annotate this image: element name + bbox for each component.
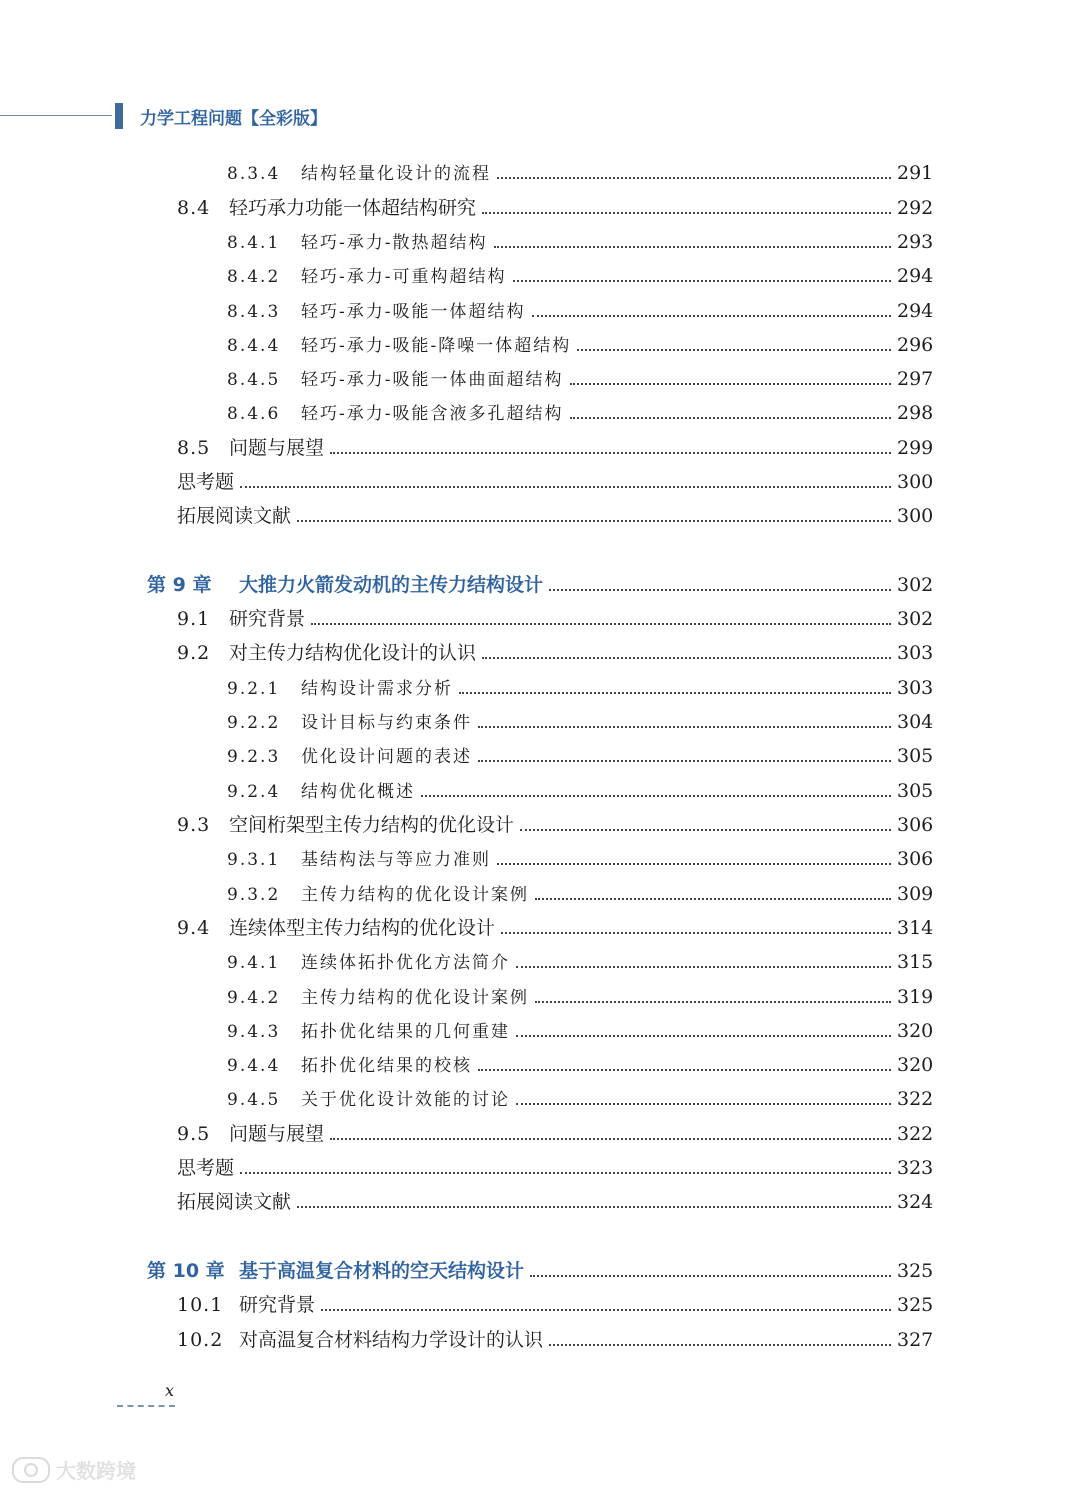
toc-entry-number: 9.2.1	[227, 679, 281, 699]
toc-entry-title: 拓展阅读文献	[177, 505, 292, 527]
toc-dot-leader	[513, 279, 892, 282]
toc-dot-leader	[532, 314, 892, 317]
running-header-title: 力学工程问题【全彩版】	[140, 109, 327, 129]
toc-entry-number: 9.4.1	[227, 953, 281, 973]
toc-entry-title: 拓扑优化结果的几何重建	[301, 1022, 510, 1042]
toc-entry	[177, 810, 933, 840]
toc-dot-leader	[577, 348, 891, 351]
toc-dot-leader	[549, 588, 891, 591]
toc-entry-page: 300	[897, 471, 934, 493]
toc-entry-title: 关于优化设计效能的讨论	[301, 1090, 510, 1110]
toc-entry	[227, 776, 933, 806]
toc-entry-title: 优化设计问题的表述	[301, 747, 472, 767]
toc-dot-leader	[297, 519, 891, 522]
toc-entry-page: 324	[897, 1191, 934, 1213]
toc-dot-leader	[497, 176, 891, 179]
page-number: x	[165, 1381, 175, 1400]
header-accent-bar	[115, 103, 123, 129]
toc-entry-number: 9.4.2	[227, 988, 281, 1008]
toc-entry-title: 轻巧-承力-吸能一体曲面超结构	[301, 370, 564, 390]
toc-entry-page: 306	[897, 848, 934, 870]
toc-entry-number: 8.4.6	[227, 404, 281, 424]
toc-entry	[177, 1325, 933, 1355]
toc-entry	[227, 1050, 933, 1080]
toc-entry-number: 9.2	[177, 642, 211, 664]
toc-entry-title: 轻巧-承力-可重构超结构	[301, 267, 507, 287]
toc-entry-title: 思考题	[177, 471, 235, 493]
toc-entry-number: 10.2	[177, 1329, 224, 1351]
toc-entry-number: 10.1	[177, 1294, 224, 1316]
toc-entry-page: 291	[897, 162, 934, 184]
toc-entry-title: 设计目标与约束条件	[301, 713, 472, 733]
toc-entry-page: 320	[897, 1054, 934, 1076]
toc-entry	[227, 879, 933, 909]
toc-dot-leader	[516, 1102, 891, 1105]
toc-entry	[177, 1290, 933, 1320]
toc-entry-number: 9.2.3	[227, 747, 281, 767]
toc-dot-leader	[549, 1343, 891, 1346]
toc-dot-leader	[330, 451, 891, 454]
toc-dot-leader	[240, 1171, 891, 1174]
toc-dot-leader	[516, 965, 891, 968]
toc-entry-title: 对高温复合材料结构力学设计的认识	[239, 1329, 544, 1351]
toc-entry-title: 研究背景	[229, 608, 306, 630]
toc-entry	[177, 193, 933, 223]
toc-entry-number: 9.4	[177, 917, 211, 939]
toc-entry	[227, 673, 933, 703]
toc-entry-title: 连续体型主传力结构的优化设计	[229, 917, 496, 939]
toc-dot-leader	[535, 1000, 891, 1003]
toc-entry-number: 9.1	[177, 608, 211, 630]
toc-dot-leader	[297, 1205, 891, 1208]
toc-entry-title: 空间桁架型主传力结构的优化设计	[229, 814, 515, 836]
toc-entry-page: 327	[897, 1329, 934, 1351]
toc-dot-leader	[570, 416, 892, 419]
header-rule	[0, 115, 112, 116]
toc-entry	[227, 844, 933, 874]
toc-entry	[177, 467, 933, 497]
toc-dot-leader	[497, 862, 891, 865]
toc-entry-title: 基于高温复合材料的空天结构设计	[239, 1260, 525, 1282]
toc-entry-page: 325	[897, 1294, 934, 1316]
toc-entry-page: 314	[897, 917, 934, 939]
toc-entry-title: 轻巧-承力-吸能一体超结构	[301, 302, 526, 322]
toc-entry	[227, 296, 933, 326]
toc-entry-page: 294	[897, 265, 934, 287]
toc-entry-number: 9.3	[177, 814, 211, 836]
toc-entry-title: 问题与展望	[229, 1123, 325, 1145]
toc-dot-leader	[421, 794, 891, 797]
toc-entry-number: 第 10 章	[147, 1260, 225, 1282]
toc-entry	[227, 261, 933, 291]
toc-entry	[177, 1153, 933, 1183]
toc-entry-title: 轻巧-承力-吸能-降噪一体超结构	[301, 336, 572, 356]
toc-entry-page: 298	[897, 402, 934, 424]
toc-entry-title: 轻巧-承力-散热超结构	[301, 233, 488, 253]
watermark	[12, 1455, 136, 1484]
toc-dot-leader	[535, 897, 891, 900]
toc-entry-title: 拓展阅读文献	[177, 1191, 292, 1213]
toc-entry-title: 结构优化概述	[301, 782, 415, 802]
toc-dot-leader	[482, 211, 891, 214]
toc-entry-number: 8.4.2	[227, 267, 281, 287]
toc-dot-leader	[530, 1274, 891, 1277]
toc-entry-number: 9.4.5	[227, 1090, 281, 1110]
toc-entry-page: 325	[897, 1260, 934, 1282]
toc-entry-page: 320	[897, 1020, 934, 1042]
toc-entry-title: 问题与展望	[229, 437, 325, 459]
toc-entry-title: 对主传力结构优化设计的认识	[229, 642, 477, 664]
toc-entry-page: 294	[897, 300, 934, 322]
toc-dot-leader	[520, 828, 891, 831]
toc-entry-number: 9.2.4	[227, 782, 281, 802]
toc-dot-leader	[482, 656, 891, 659]
toc-dot-leader	[478, 759, 891, 762]
toc-entry	[227, 330, 933, 360]
toc-dot-leader	[459, 691, 891, 694]
toc-dot-leader	[570, 382, 892, 385]
toc-entry-page: 300	[897, 505, 934, 527]
toc-entry	[147, 1256, 933, 1286]
watermark-logo-icon	[12, 1457, 50, 1483]
toc-entry-page: 322	[897, 1123, 934, 1145]
toc-entry	[177, 1119, 933, 1149]
toc-entry-page: 315	[897, 951, 934, 973]
toc-entry-title: 思考题	[177, 1157, 235, 1179]
toc-entry-title: 研究背景	[239, 1294, 316, 1316]
toc-dot-leader	[478, 1068, 891, 1071]
toc-entry-title: 轻巧承力功能一体超结构研究	[229, 197, 477, 219]
toc-entry	[227, 741, 933, 771]
toc-entry-page: 302	[897, 608, 934, 630]
toc-entry-number: 8.4.1	[227, 233, 281, 253]
watermark-text: 大数跨境	[56, 1459, 136, 1483]
toc-entry-page: 303	[897, 677, 934, 699]
toc-entry-page: 296	[897, 334, 934, 356]
toc-entry	[227, 227, 933, 257]
toc-entry-page: 319	[897, 986, 934, 1008]
toc-entry-number: 8.4	[177, 197, 211, 219]
toc-entry-page: 303	[897, 642, 934, 664]
toc-entry	[177, 638, 933, 668]
toc-entry	[177, 913, 933, 943]
toc-entry-number: 9.3.1	[227, 850, 281, 870]
toc-entry	[147, 570, 933, 600]
toc-entry	[227, 707, 933, 737]
toc-entry	[227, 398, 933, 428]
toc-entry-number: 9.2.2	[227, 713, 281, 733]
toc-entry-number: 9.3.2	[227, 885, 281, 905]
toc-entry-title: 拓扑优化结果的校核	[301, 1056, 472, 1076]
toc-entry-title: 基结构法与等应力准则	[301, 850, 491, 870]
toc-dot-leader	[516, 1034, 891, 1037]
toc-dot-leader	[478, 725, 891, 728]
toc-dot-leader	[240, 485, 891, 488]
toc-entry	[227, 982, 933, 1012]
toc-entry-page: 292	[897, 197, 934, 219]
toc-dot-leader	[321, 1308, 891, 1311]
toc-entry-title: 主传力结构的优化设计案例	[301, 885, 529, 905]
toc-entry-page: 304	[897, 711, 934, 733]
toc-entry-page: 299	[897, 437, 934, 459]
toc-entry-page: 309	[897, 883, 934, 905]
toc-entry-title: 轻巧-承力-吸能含液多孔超结构	[301, 404, 564, 424]
toc-entry	[227, 1084, 933, 1114]
toc-entry-number: 8.4.4	[227, 336, 281, 356]
toc-entry-number: 第 9 章	[147, 574, 212, 596]
toc-entry-number: 8.3.4	[227, 164, 281, 184]
toc-entry-number: 8.4.5	[227, 370, 281, 390]
toc-entry	[177, 1187, 933, 1217]
toc-entry-number: 9.4.3	[227, 1022, 281, 1042]
toc-entry-title: 大推力火箭发动机的主传力结构设计	[239, 574, 544, 596]
footer-dash-rule	[117, 1404, 175, 1407]
toc-entry-page: 293	[897, 231, 934, 253]
toc-entry-title: 结构设计需求分析	[301, 679, 453, 699]
toc-entry-title: 连续体拓扑优化方法简介	[301, 953, 510, 973]
toc-entry-page: 323	[897, 1157, 934, 1179]
toc-dot-leader	[311, 622, 891, 625]
toc-entry-page: 302	[897, 574, 934, 596]
toc-entry-number: 8.5	[177, 437, 211, 459]
toc-entry-page: 306	[897, 814, 934, 836]
toc-entry-title: 主传力结构的优化设计案例	[301, 988, 529, 1008]
toc-entry	[177, 433, 933, 463]
toc-entry-number: 8.4.3	[227, 302, 281, 322]
toc-entry	[227, 947, 933, 977]
toc-entry-page: 322	[897, 1088, 934, 1110]
toc-entry-number: 9.5	[177, 1123, 211, 1145]
toc-entry-page: 297	[897, 368, 934, 390]
toc-entry	[227, 158, 933, 188]
toc-dot-leader	[501, 931, 891, 934]
toc-dot-leader	[330, 1137, 891, 1140]
toc-entry	[227, 1016, 933, 1046]
toc-entry-page: 305	[897, 745, 934, 767]
toc-entry	[227, 364, 933, 394]
toc-entry-number: 9.4.4	[227, 1056, 281, 1076]
toc-entry	[177, 604, 933, 634]
toc-dot-leader	[494, 245, 892, 248]
toc-entry-title: 结构轻量化设计的流程	[301, 164, 491, 184]
toc-entry-page: 305	[897, 780, 934, 802]
toc-entry	[177, 501, 933, 531]
